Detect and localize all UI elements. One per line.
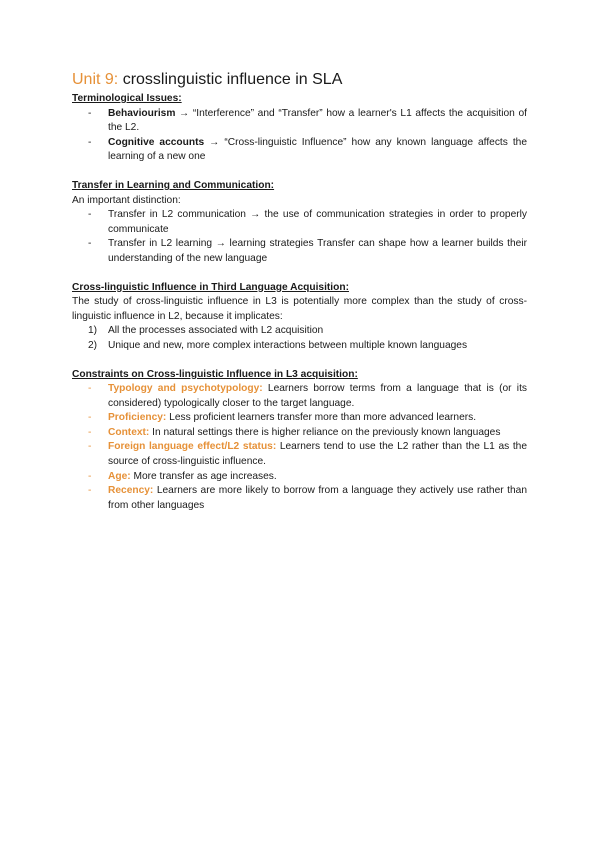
item-text: All the processes associated with L2 acquisition	[108, 325, 324, 337]
implications-list	[72, 324, 527, 353]
list-item	[72, 237, 527, 266]
constraint-term: Context:	[108, 426, 150, 438]
constraint-term: Proficiency:	[108, 412, 167, 424]
item-text: “Cross-linguistic Influence” how any known language affects the learning of a new one	[108, 136, 527, 163]
section-constraints	[72, 368, 527, 514]
constraints-list	[72, 382, 527, 513]
list-item	[72, 470, 527, 485]
item-text: Less proficient learners transfer more than more advanced learners.	[166, 412, 477, 424]
dash-marker: -	[88, 107, 92, 119]
document-content	[72, 70, 527, 527]
item-text: Unique and new, more complex interactions between multiple known languages	[108, 339, 468, 351]
list-item	[72, 426, 527, 441]
constraint-term: Recency:	[108, 485, 154, 497]
item-term: Behaviourism	[108, 107, 176, 119]
constraint-term: Age:	[108, 470, 131, 482]
dash-marker: -	[88, 426, 92, 438]
list-item	[72, 484, 527, 513]
dash-marker: -	[88, 485, 92, 497]
list-item	[72, 324, 527, 339]
section-heading: Terminological Issues:	[72, 93, 182, 104]
constraint-term: Typology and psychotypology:	[108, 383, 263, 395]
section-terminology	[72, 92, 527, 165]
list-item	[72, 107, 527, 136]
item-text: Learners borrow terms from a language that is (or its considered) typologically closer to the target language.	[108, 383, 527, 409]
list-item	[72, 136, 527, 165]
dash-marker: -	[88, 383, 92, 395]
section-heading: Transfer in Learning and Communication:	[72, 179, 275, 191]
unit-label: Unit 9:	[72, 71, 119, 88]
item-text: Learners tend to use the L2 rather than the L1 as the source of cross-linguistic influence.	[108, 441, 527, 468]
section-third-language	[72, 281, 527, 354]
item-text: In natural settings there is higher reliance on the previously known languages	[149, 426, 501, 438]
section-transfer	[72, 179, 527, 267]
transfer-list	[72, 208, 527, 266]
list-item	[72, 411, 527, 426]
number-marker: 2)	[88, 339, 98, 351]
dash-marker: -	[88, 470, 92, 482]
item-text: More transfer as age increases.	[130, 470, 277, 482]
section-intro: An important distinction:	[72, 194, 181, 206]
unit-topic: crosslinguistic influence in SLA	[122, 71, 343, 88]
item-text: “Interference” and “Transfer” how a learner's L1 affects the acquisition of the L2.	[108, 107, 527, 134]
list-item	[72, 208, 527, 237]
item-arrow: →	[204, 136, 225, 148]
constraint-term: Foreign language effect/L2 status:	[108, 441, 277, 453]
list-item	[72, 382, 527, 411]
dash-marker: -	[88, 412, 92, 424]
section-heading: Constraints on Cross-linguistic Influence in L3 acquisition:	[72, 368, 358, 380]
item-text: Transfer in L2 communication → the use of communication strategies in order to properly communicate	[108, 209, 527, 235]
number-marker: 1)	[88, 325, 98, 337]
section-intro: The study of cross-linguistic influence in L3 is potentially more complex than the study of cross-linguistic influence in L2, because it implicates:	[72, 296, 527, 322]
page-title	[72, 70, 527, 90]
item-term: Cognitive accounts	[108, 136, 205, 148]
dash-marker: -	[88, 209, 92, 221]
dash-marker: -	[88, 136, 92, 148]
item-text: Transfer in L2 learning → learning strategies Transfer can shape how a learner builds their understanding of the new language	[108, 238, 527, 264]
list-item	[72, 440, 527, 469]
terminology-list	[72, 107, 527, 165]
dash-marker: -	[88, 441, 92, 453]
item-text: Learners are more likely to borrow from a language they actively use rather than from other languages	[108, 485, 527, 511]
dash-marker: -	[88, 238, 92, 250]
section-heading: Cross-linguistic Influence in Third Language Acquisition:	[72, 281, 349, 293]
list-item	[72, 339, 527, 354]
item-arrow: →	[175, 107, 193, 119]
